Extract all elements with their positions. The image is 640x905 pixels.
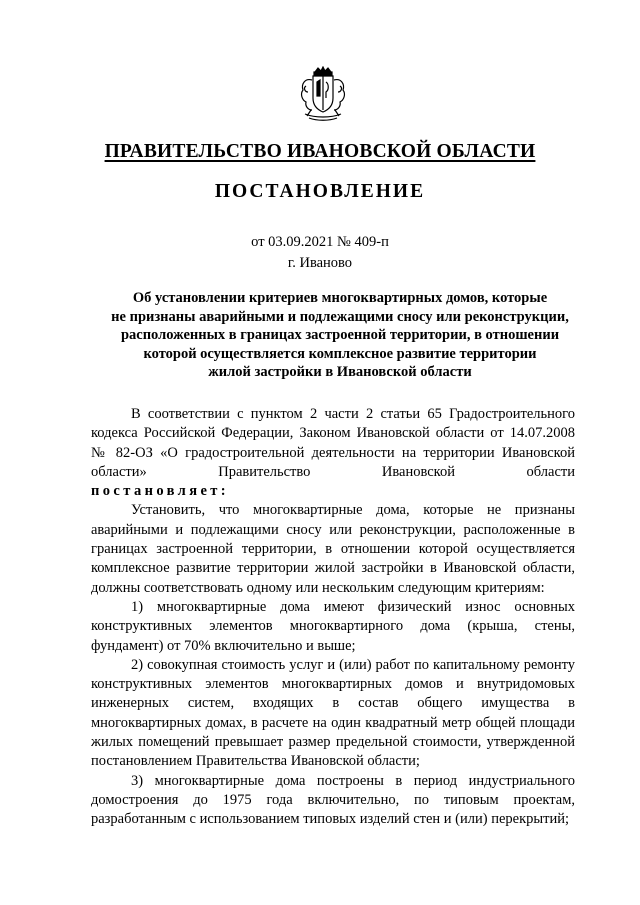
government-title: ПРАВИТЕЛЬСТВО ИВАНОВСКОЙ ОБЛАСТИ xyxy=(104,141,536,162)
document-city: г. Иваново xyxy=(287,255,353,271)
document-body xyxy=(91,405,575,830)
resolves-keyword: постановляет: xyxy=(91,483,230,500)
subject-line: которой осуществляется комплексное развитие территории xyxy=(143,345,537,362)
intro-paragraph: Установить, что многоквартирные дома, которые не признаны аварийными и подлежащими сносу или реконструкции, расположенные в границах застроенной территории, в отношении которой осуществляется комплексное развитие территории жилой застройки в Ивановской области, должны соответствовать одному или нескольким следующим критериям: xyxy=(91,502,575,596)
subject-line: расположенных в границах застроенной территории, в отношении xyxy=(120,327,560,344)
coat-of-arms-icon xyxy=(297,66,349,124)
subject-line: Об установлении критериев многоквартирных домов, которые xyxy=(132,290,548,306)
subject-line: не признаны аварийными и подлежащими сносу или реконструкции, xyxy=(111,308,569,325)
criterion-paragraph: 3) многоквартирные дома построены в период индустриального домостроения до 1975 года включительно, по типовым проектам, разработанным с использованием типовых изделий стен и (или) перекрытий; xyxy=(91,772,575,828)
subject-line: жилой застройки в Ивановской области xyxy=(208,364,472,381)
document-date-number: от 03.09.2021 № 409-п xyxy=(251,234,389,250)
preamble-paragraph: В соответствии с пунктом 2 части 2 статьи 65 Градостроительного кодекса Российской Федерации, Законом Ивановской области от 14.07.2008 № 82-ОЗ «О градостроительной деятельности на территории Ивановской области» Правительство Ивановской области xyxy=(91,406,575,480)
document-type: ПОСТАНОВЛЕНИЕ xyxy=(214,181,426,202)
document-subject xyxy=(80,289,600,382)
criterion-paragraph: 2) совокупная стоимость услуг и (или) работ по капитальному ремонту конструктивных элементов многоквартирных домов и внутридомовых инженерных систем, входящих в состав общего имущества в многоквартирных домах, в расчете на один квадратный метр общей площади жилых помещений превышает размер предельной стоимости, утвержденной постановлением Правительства Ивановской области; xyxy=(91,656,575,770)
criterion-paragraph: 1) многоквартирные дома имеют физический износ основных конструктивных элементов многоквартирного дома (крыша, стены, фундамент) от 70% включительно и выше; xyxy=(91,598,575,654)
